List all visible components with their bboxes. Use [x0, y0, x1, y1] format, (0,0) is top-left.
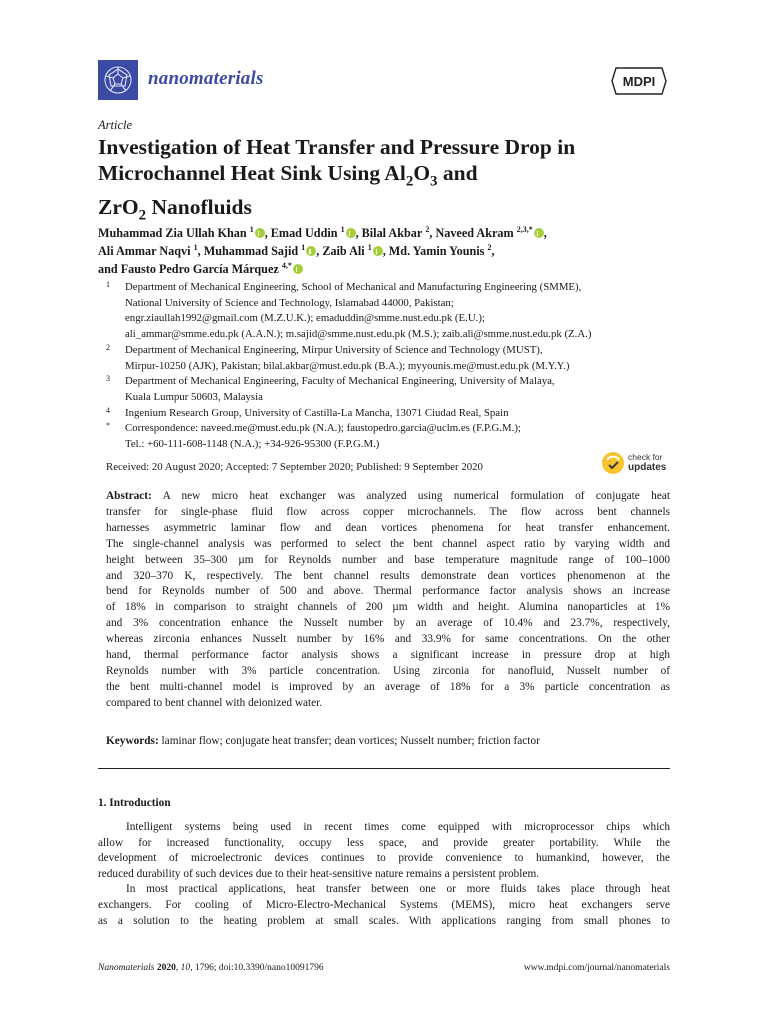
author-affiliation-mark: 1 — [301, 242, 306, 252]
footer-journal: Nanomaterials — [98, 963, 155, 973]
author-name: Ali Ammar Naqvi — [98, 244, 191, 258]
intro-line: as a solution to the heating problem at small scales. With applications ranging from small phones to — [98, 914, 670, 927]
abstract — [106, 489, 670, 712]
author-affiliation-mark: 1 — [340, 224, 345, 234]
author-name: Muhammad Zia Ullah Khan — [98, 226, 247, 240]
author-affiliation-mark: 2 — [487, 242, 492, 252]
orcid-icon[interactable] — [373, 246, 383, 256]
affiliation-item — [98, 280, 673, 343]
affiliation-number: 1 — [106, 280, 110, 289]
author-affiliation-mark: 1 — [367, 242, 372, 252]
affiliation-item — [98, 421, 673, 452]
check-updates-line2: updates — [628, 462, 667, 473]
affiliation-item — [98, 343, 673, 374]
affiliation-item — [98, 374, 673, 405]
abstract-line: whereas zirconia enhances Nusselt number by 16% and 33.9% for same concentrations. On the other — [106, 633, 670, 646]
abstract-line: transfer for single-phase fluid flow across copper microchannels. The flow across bent channels — [106, 505, 670, 518]
author-name: Muhammad Sajid — [203, 244, 299, 258]
orcid-icon[interactable] — [306, 246, 316, 256]
affiliation-line: Correspondence: naveed.me@must.edu.pk (N.A.); faustopedro.garcia@uclm.es (F.P.G.M.); — [125, 422, 521, 435]
author-name: Naveed Akram — [435, 226, 514, 240]
check-updates-icon — [600, 450, 626, 476]
introduction-text — [98, 820, 670, 929]
orcid-icon[interactable] — [346, 228, 356, 238]
intro-line: allow for increased functionality, occupy less space, and provide greater portability. While the — [98, 836, 670, 849]
abstract-line: Abstract: A new micro heat exchanger was analyzed using numerical formulation of conjugate heat — [106, 490, 670, 502]
abstract-line: and 320–370 K, respectively. The bent channel results demonstrate dean vortices phenomenon at the — [106, 569, 670, 582]
nanomaterials-logo-icon — [98, 60, 138, 100]
abstract-line: the bent multi-channel model is improved by an average of 18% for a 3% particle concentration as — [106, 680, 670, 693]
intro-line: Intelligent systems being used in recent times come equipped with microprocessor chips which — [126, 821, 670, 833]
affiliation-item — [98, 406, 673, 422]
publication-dates: Received: 20 August 2020; Accepted: 7 September 2020; Published: 9 September 2020 — [106, 461, 483, 473]
affiliation-number: 3 — [106, 374, 110, 384]
author-name: Emad Uddin — [270, 226, 338, 240]
affiliation-line: Mirpur-10250 (AJK), Pakistan; bilal.akbar@must.edu.pk (B.A.); myyounis.me@must.edu.pk (M.Y.Y.) — [125, 359, 570, 372]
intro-line: development of microelectronic devices continues to provide convenience to humankind, however, the — [98, 852, 670, 865]
abstract-line: The single-channel analysis was performed to select the bent channel aspect ratio by varying width and — [106, 537, 670, 550]
affiliation-number: * — [106, 421, 110, 431]
abstract-line: of 18% in comparison to straight channels of 200 µm width and height. Alumina nanoparticles at 1% — [106, 601, 670, 614]
author-affiliation-mark: 4,* — [281, 260, 292, 270]
affiliation-line: Tel.: +60-111-608-1148 (N.A.); +34-926-95300 (F.P.G.M.) — [125, 438, 380, 451]
affiliation-line: engr.ziaullah1992@gmail.com (M.Z.U.K.); emaduddin@smme.nust.edu.pk (E.U.); — [125, 312, 485, 325]
footer-doi: , 1796; doi:10.3390/nano10091796 — [190, 963, 324, 973]
footer-citation: Nanomaterials 2020, 10, 1796; doi:10.3390/nano10091796 — [98, 963, 324, 973]
paper-title — [98, 134, 678, 229]
mdpi-logo-icon — [610, 66, 668, 96]
journal-name: nanomaterials — [148, 68, 264, 89]
author-name: Md. Yamin Younis — [388, 244, 485, 258]
orcid-icon[interactable] — [534, 228, 544, 238]
author-line: Ali Ammar Naqvi $^1$, Muhammad Sajid $^1$ , Zaib Ali $^1$ , Md. Yamin Younis $^2$, — [98, 242, 495, 258]
article-type: Article — [98, 118, 133, 132]
affiliation-line: Kuala Lumpur 50603, Malaysia — [125, 390, 263, 403]
check-updates-line1: check for — [628, 452, 663, 462]
abstract-line: harnesses asymmetric laminar flow and dean vortices phenomena for heat transfer enhancement. — [106, 521, 670, 534]
keywords-text: laminar flow; conjugate heat transfer; dean vortices; Nusselt number; friction factor — [161, 735, 540, 747]
intro-line: reduced durability of such devices due to their heat-sensitive nature remains a persistent problem. — [98, 867, 540, 880]
title-line-2: Microchannel Heat Sink Using $Al_2O_3$ and — [98, 161, 478, 190]
affiliation-line: National University of Science and Technology, Islamabad 44000, Pakistan; — [125, 296, 454, 309]
author-name: Zaib Ali — [322, 244, 365, 258]
section-divider — [98, 768, 670, 769]
abstract-line: bend for Reynolds number of 500 and above. Thermal performance factor analysis shows an increase — [106, 585, 670, 598]
author-name: and Fausto Pedro García Márquez — [98, 262, 279, 276]
affiliation-line: ali_ammar@smme.edu.pk (A.A.N.); m.sajid@smme.nust.edu.pk (M.S.); zaib.ali@smme.nust.edu.pk (Z.A.) — [125, 328, 592, 341]
title-line-1: Investigation of Heat Transfer and Pressure Drop in — [98, 135, 576, 159]
affiliations — [98, 280, 673, 453]
affiliation-line: Department of Mechanical Engineering, Faculty of Mechanical Engineering, University of Malaya, — [125, 375, 555, 388]
abstract-label: Abstract: — [106, 490, 152, 502]
abstract-line: hand, thermal performance factor analysis shows a significant increase in pressure drop at high — [106, 649, 670, 662]
orcid-icon[interactable] — [255, 228, 265, 238]
author-list — [98, 224, 678, 278]
check-for-updates-button[interactable] — [600, 450, 672, 476]
affiliation-number: 2 — [106, 342, 110, 352]
keywords-label: Keywords: — [106, 735, 159, 747]
affiliation-line: Ingenium Research Group, University of Castilla-La Mancha, 13071 Ciudad Real, Spain — [125, 406, 509, 419]
journal-url-link[interactable]: www.mdpi.com/journal/nanomaterials — [523, 963, 670, 973]
footer-year: 2020 — [156, 963, 176, 973]
intro-line: exchangers. For cooling of Micro-Electro-Mechanical Systems (MEMS), micro heat exchangers serve — [98, 898, 670, 911]
affiliation-number: 4 — [106, 405, 110, 415]
intro-line: In most practical applications, heat transfer between one or more fluids takes place through heat — [126, 883, 670, 896]
author-affiliation-mark: 2,3,* — [516, 224, 533, 234]
abstract-line: height between 35–300 µm for Reynolds number and base temperature magnitude range of 100–1000 — [106, 553, 670, 566]
abstract-line: and 3% concentration enhance the Nusselt number by an average of 10.4% and 23.7%, respectively, — [106, 617, 670, 630]
title-line-3: ZrO$_2$ Nanofluids — [98, 195, 252, 224]
author-affiliation-mark: 1 — [193, 242, 198, 252]
author-affiliation-mark: 1 — [249, 224, 254, 234]
author-affiliation-mark: 2 — [425, 224, 430, 234]
affiliation-line: Department of Mechanical Engineering, Mirpur University of Science and Technology (MUST), — [125, 343, 543, 356]
publisher-name: MDPI — [622, 74, 656, 89]
abstract-line: compared to bent channel with deionized water. — [106, 696, 323, 709]
footer-volume: 10 — [180, 963, 191, 973]
keywords — [106, 735, 540, 747]
author-name: Bilal Akbar — [361, 226, 423, 240]
section-heading: 1. Introduction — [98, 797, 171, 809]
author-line: Muhammad Zia Ullah Khan $^1$ , Emad Uddin $^1$ , Bilal Akbar $^2$, Naveed Akram $^{2,3,*}$ , — [98, 224, 547, 240]
affiliation-line: Department of Mechanical Engineering, School of Mechanical and Manufacturing Engineering (SMME), — [125, 281, 582, 293]
abstract-line: Reynolds number with 3% particle concentration. Using zirconia for nanofluid, Nusselt number of — [106, 664, 670, 677]
author-line — [98, 260, 678, 278]
orcid-icon[interactable] — [293, 264, 303, 274]
